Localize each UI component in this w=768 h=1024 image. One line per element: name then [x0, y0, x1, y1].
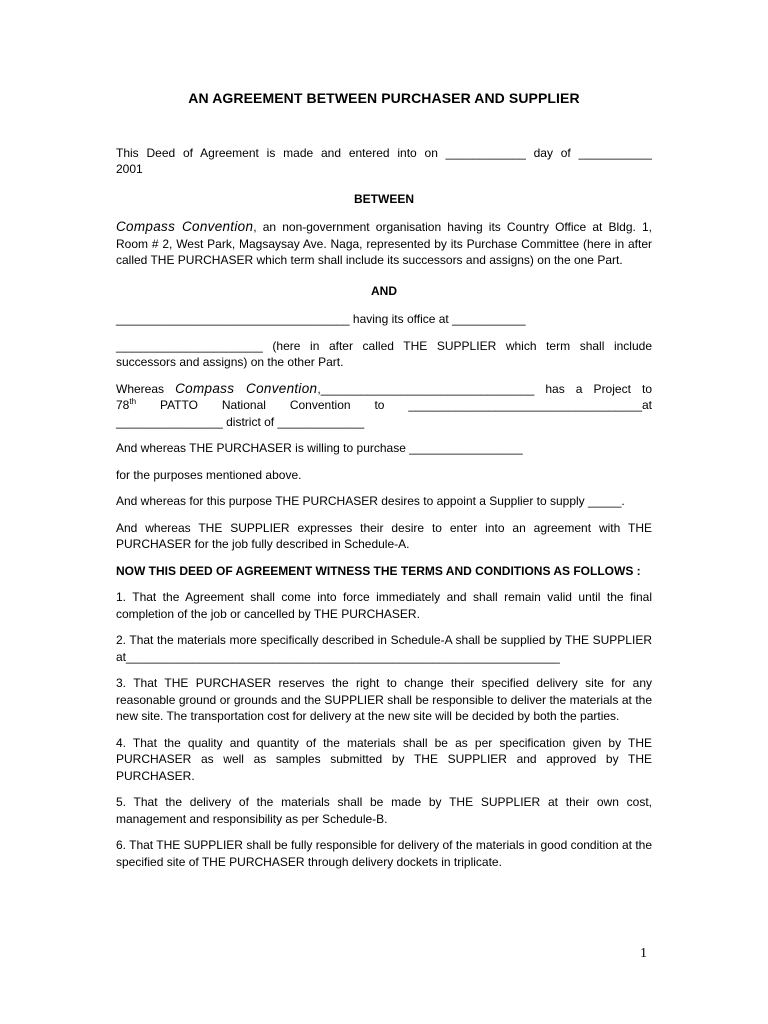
clause-3: 3. That THE PURCHASER reserves the right to change their specified delivery site for any reasonable ground or grounds and the SUPPLIER shall be responsible to deliver the materials at the new site. The transportation cost for delivery at the new site will be decided by both the parties.	[116, 676, 652, 723]
clause-5: 5. That the delivery of the materials shall be made by THE SUPPLIER at their own cost, management and responsibility as per Schedule-B.	[116, 795, 652, 826]
whereas-appoint-line: And whereas for this purpose THE PURCHASER desires to appoint a Supplier to supply _____.	[116, 494, 625, 508]
whereas-project-line-2: 78th PATTO National Convention to ___________________________________at	[116, 397, 652, 412]
clause-4: 4. That the quality and quantity of the materials shall be as per specification given by THE PURCHASER as well as samples submitted by THE SUPPLIER and approved by THE PURCHASER.	[116, 735, 652, 783]
purposes-line: for the purposes mentioned above.	[116, 467, 302, 482]
whereas-org-name: Compass Convention	[175, 380, 318, 396]
clause-2: 2. That the materials more specifically described in Schedule-A shall be supplied by THE SUPPLIER at_________________________________________________________________	[116, 633, 652, 664]
whereas-project-paragraph	[116, 381, 652, 431]
whereas-project-line-1: Whereas Compass Convention,________________________________ has a Project to	[116, 380, 652, 396]
supplier-office-line: ___________________________________ having its office at ___________	[116, 312, 526, 326]
document-title: AN AGREEMENT BETWEEN PURCHASER AND SUPPLIER	[188, 90, 580, 106]
between-heading: BETWEEN	[354, 191, 414, 206]
terms-heading: NOW THIS DEED OF AGREEMENT WITNESS THE TERMS AND CONDITIONS AS FOLLOWS :	[116, 563, 641, 578]
intro-line-1: This Deed of Agreement is made and entered into on ____________ day of ___________	[116, 145, 652, 160]
purchaser-org-name: Compass Convention	[116, 219, 254, 234]
supplier-called-paragraph: ______________________ (here in after called THE SUPPLIER which term shall include successors and assigns) on the other Part.	[116, 338, 652, 369]
purchaser-paragraph-text: , an non-government organisation having its Country Office at Bldg. 1, Room # 2, West Park, Magsaysay Ave. Naga, represented by its Purchase Committee (here in after called THE PURCHASER which term shall include its successors and assigns) on the one Part.	[116, 220, 652, 267]
purchaser-paragraph	[116, 219, 652, 269]
document-body	[116, 90, 652, 880]
intro-line-2: 2001	[116, 162, 143, 176]
whereas-supplier-paragraph: And whereas THE SUPPLIER expresses their desire to enter into an agreement with THE PURCHASER for the job fully described in Schedule-A.	[116, 520, 652, 551]
and-heading: AND	[371, 283, 397, 298]
whereas-project-line-3: ________________ district of _____________	[116, 414, 365, 429]
page-number: 1	[640, 946, 647, 961]
clause-1: 1. That the Agreement shall come into force immediately and shall remain valid until the final completion of the job or cancelled by THE PURCHASER.	[116, 590, 652, 621]
whereas-purchase-line: And whereas THE PURCHASER is willing to purchase _________________	[116, 441, 523, 455]
clause-6: 6. That THE SUPPLIER shall be fully responsible for delivery of the materials in good condition at the specified site of THE PURCHASER through delivery dockets in triplicate.	[116, 838, 652, 869]
